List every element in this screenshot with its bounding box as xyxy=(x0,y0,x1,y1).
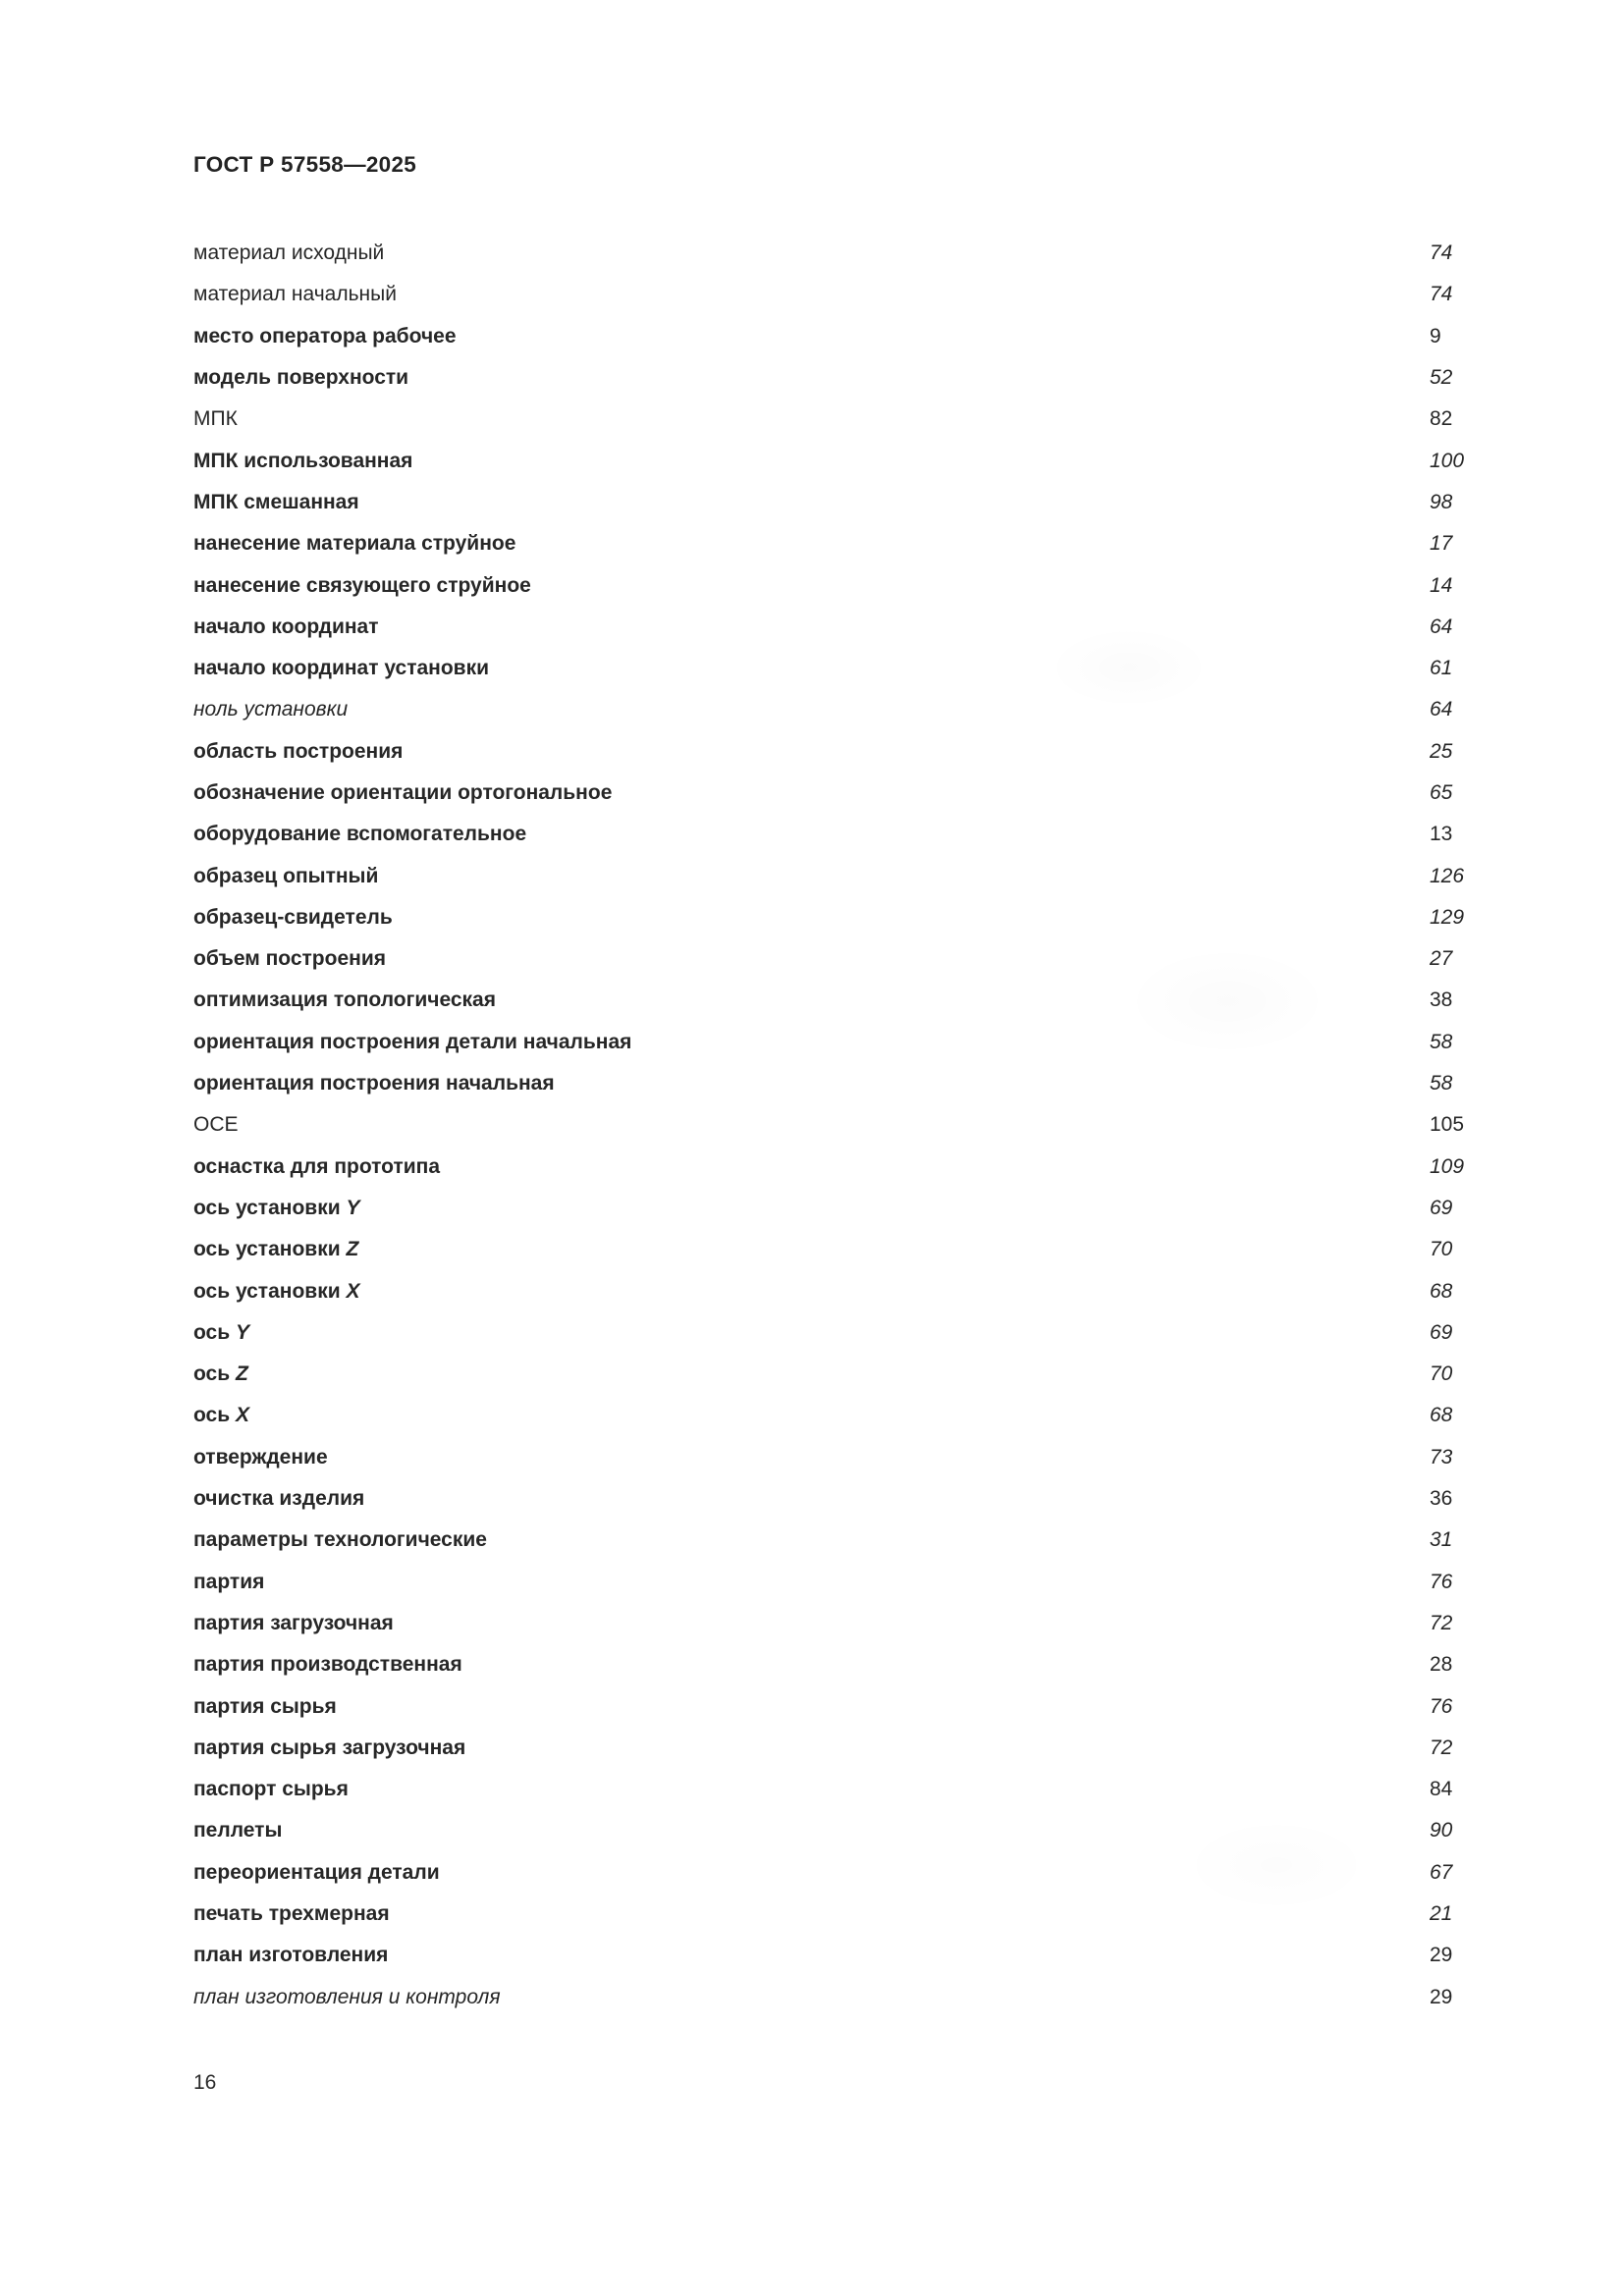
index-term: пеллеты xyxy=(193,1819,283,1842)
index-entry-row xyxy=(193,1437,1548,1478)
index-entry-row xyxy=(193,773,1548,814)
index-term: печать трехмерная xyxy=(193,1902,390,1926)
index-entry-row xyxy=(193,440,1548,481)
index-entry-row xyxy=(193,1312,1548,1354)
index-page-number: 126 xyxy=(1430,864,1465,887)
index-page-number: 36 xyxy=(1430,1487,1453,1511)
index-page-number: 31 xyxy=(1430,1528,1453,1552)
index-entry-row xyxy=(193,1478,1548,1520)
index-term: МПК использованная xyxy=(193,449,413,472)
index-page-number: 61 xyxy=(1430,657,1453,680)
axis-letter: X xyxy=(230,1404,249,1427)
index-page-number: 74 xyxy=(1430,241,1453,265)
index-entry-row xyxy=(193,938,1548,980)
index-page-number: 129 xyxy=(1430,905,1465,929)
index-entry-row xyxy=(193,1562,1548,1603)
index-entry-row xyxy=(193,1685,1548,1727)
index-page-number: 21 xyxy=(1430,1902,1453,1926)
index-term: МПК xyxy=(193,407,238,431)
index-entry-row xyxy=(193,274,1548,315)
index-entry-row xyxy=(193,689,1548,730)
index-entry-row xyxy=(193,855,1548,896)
index-term: ось X xyxy=(193,1404,249,1427)
index-entry-row xyxy=(193,1769,1548,1810)
index-entry-row xyxy=(193,1935,1548,1976)
index-term: нанесение материала струйное xyxy=(193,532,516,556)
index-term: паспорт сырья xyxy=(193,1778,349,1801)
index-term: объем построения xyxy=(193,947,386,971)
axis-letter: Y xyxy=(340,1196,360,1219)
index-term: партия загрузочная xyxy=(193,1611,394,1634)
index-page-number: 13 xyxy=(1430,823,1453,846)
index-term: план изготовления xyxy=(193,1944,389,1967)
index-term: очистка изделия xyxy=(193,1487,365,1511)
index-entry-row xyxy=(193,564,1548,606)
index-term: план изготовления и контроля xyxy=(193,1985,501,2008)
index-page-number: 98 xyxy=(1430,490,1453,513)
index-entry-row xyxy=(193,1810,1548,1851)
index-entry-row xyxy=(193,1229,1548,1270)
index-term: ось установки X xyxy=(193,1279,360,1303)
index-entry-row xyxy=(193,357,1548,399)
index-term: ось Z xyxy=(193,1362,248,1386)
index-term: начало координат xyxy=(193,614,379,638)
index-page-number: 109 xyxy=(1430,1154,1465,1178)
index-page-number: 76 xyxy=(1430,1694,1453,1718)
axis-letter: Z xyxy=(230,1362,248,1386)
standard-designation-header: ГОСТ Р 57558—2025 xyxy=(193,152,417,177)
index-page-number: 38 xyxy=(1430,988,1453,1012)
index-entry-row xyxy=(193,1976,1548,2017)
index-page-number: 67 xyxy=(1430,1860,1453,1884)
index-page-number: 90 xyxy=(1430,1819,1453,1842)
index-page-number: 65 xyxy=(1430,781,1453,804)
index-entry-row xyxy=(193,980,1548,1021)
index-term: параметры технологические xyxy=(193,1528,487,1552)
index-term: модель поверхности xyxy=(193,366,409,390)
index-entry-row xyxy=(193,648,1548,689)
index-term: партия производственная xyxy=(193,1653,462,1677)
index-page-number: 64 xyxy=(1430,698,1453,721)
index-entry-row xyxy=(193,482,1548,523)
index-entry-row xyxy=(193,1104,1548,1146)
index-term: ориентация построения начальная xyxy=(193,1072,555,1095)
index-entry-row xyxy=(193,1188,1548,1229)
index-term: ОСЕ xyxy=(193,1113,239,1137)
index-entry-row xyxy=(193,316,1548,357)
axis-letter: X xyxy=(340,1279,360,1303)
index-term: партия сырья xyxy=(193,1694,337,1718)
index-entry-row xyxy=(193,1644,1548,1685)
index-term: нанесение связующего струйное xyxy=(193,573,531,597)
index-page-number: 72 xyxy=(1430,1735,1453,1759)
index-page-number: 105 xyxy=(1430,1113,1465,1137)
index-term: образец-свидетель xyxy=(193,905,393,929)
index-entry-row xyxy=(193,1395,1548,1436)
index-term: оптимизация топологическая xyxy=(193,988,496,1012)
index-page-number: 25 xyxy=(1430,739,1453,763)
index-entry-row xyxy=(193,1603,1548,1644)
index-term: партия xyxy=(193,1570,265,1593)
index-page-number: 64 xyxy=(1430,614,1453,638)
index-page-number: 14 xyxy=(1430,573,1453,597)
index-entry-row xyxy=(193,897,1548,938)
page-number-footer: 16 xyxy=(193,2071,217,2094)
index-entry-row xyxy=(193,1728,1548,1769)
index-entry-row xyxy=(193,523,1548,564)
index-entry-row xyxy=(193,1270,1548,1311)
index-term: материал исходный xyxy=(193,241,385,265)
axis-letter: Y xyxy=(230,1320,249,1344)
index-page-number: 74 xyxy=(1430,283,1453,306)
index-term: ноль установки xyxy=(193,698,349,721)
index-term: отверждение xyxy=(193,1445,328,1468)
index-page-number: 70 xyxy=(1430,1362,1453,1386)
index-entry-row xyxy=(193,731,1548,773)
index-page-number: 29 xyxy=(1430,1944,1453,1967)
index-entry-row xyxy=(193,607,1548,648)
index-term: образец опытный xyxy=(193,864,379,887)
index-entry-row xyxy=(193,1147,1548,1188)
index-page-number: 68 xyxy=(1430,1404,1453,1427)
index-page-number: 58 xyxy=(1430,1030,1453,1053)
index-term: материал начальный xyxy=(193,283,397,306)
index-page-number: 52 xyxy=(1430,366,1453,390)
index-page-number: 9 xyxy=(1430,324,1441,347)
index-page-number: 29 xyxy=(1430,1985,1453,2008)
index-entry-row xyxy=(193,1852,1548,1894)
index-entry-row xyxy=(193,1022,1548,1063)
index-page-number: 69 xyxy=(1430,1196,1453,1219)
index-term: ось установки Z xyxy=(193,1238,359,1261)
index-term: область построения xyxy=(193,739,404,763)
axis-letter: Z xyxy=(340,1238,359,1261)
index-term: оборудование вспомогательное xyxy=(193,823,527,846)
index-page-number: 82 xyxy=(1430,407,1453,431)
index-page-number: 69 xyxy=(1430,1320,1453,1344)
index-term: место оператора рабочее xyxy=(193,324,457,347)
index-page-number: 70 xyxy=(1430,1238,1453,1261)
index-term: обозначение ориентации ортогональное xyxy=(193,781,613,804)
index-page-number: 100 xyxy=(1430,449,1465,472)
index-term: ориентация построения детали начальная xyxy=(193,1030,632,1053)
index-entry-row xyxy=(193,399,1548,440)
index-term: переориентация детали xyxy=(193,1860,440,1884)
index-page-number: 76 xyxy=(1430,1570,1453,1593)
index-entry-row xyxy=(193,233,1548,274)
index-page-number: 84 xyxy=(1430,1778,1453,1801)
index-page-number: 27 xyxy=(1430,947,1453,971)
index-entry-row xyxy=(193,814,1548,855)
index-page-number: 72 xyxy=(1430,1611,1453,1634)
index-entry-row xyxy=(193,1520,1548,1561)
index-page-number: 17 xyxy=(1430,532,1453,556)
index-entry-row xyxy=(193,1063,1548,1104)
index-entry-row xyxy=(193,1894,1548,1935)
alphabetical-index-list xyxy=(193,233,1548,2018)
index-term: оснастка для прототипа xyxy=(193,1154,441,1178)
index-term: начало координат установки xyxy=(193,657,489,680)
index-term: МПК смешанная xyxy=(193,490,359,513)
index-term: ось Y xyxy=(193,1320,249,1344)
index-term: ось установки Y xyxy=(193,1196,360,1219)
index-entry-row xyxy=(193,1354,1548,1395)
index-page-number: 28 xyxy=(1430,1653,1453,1677)
index-page-number: 68 xyxy=(1430,1279,1453,1303)
index-page-number: 73 xyxy=(1430,1445,1453,1468)
index-page-number: 58 xyxy=(1430,1072,1453,1095)
index-term: партия сырья загрузочная xyxy=(193,1735,466,1759)
